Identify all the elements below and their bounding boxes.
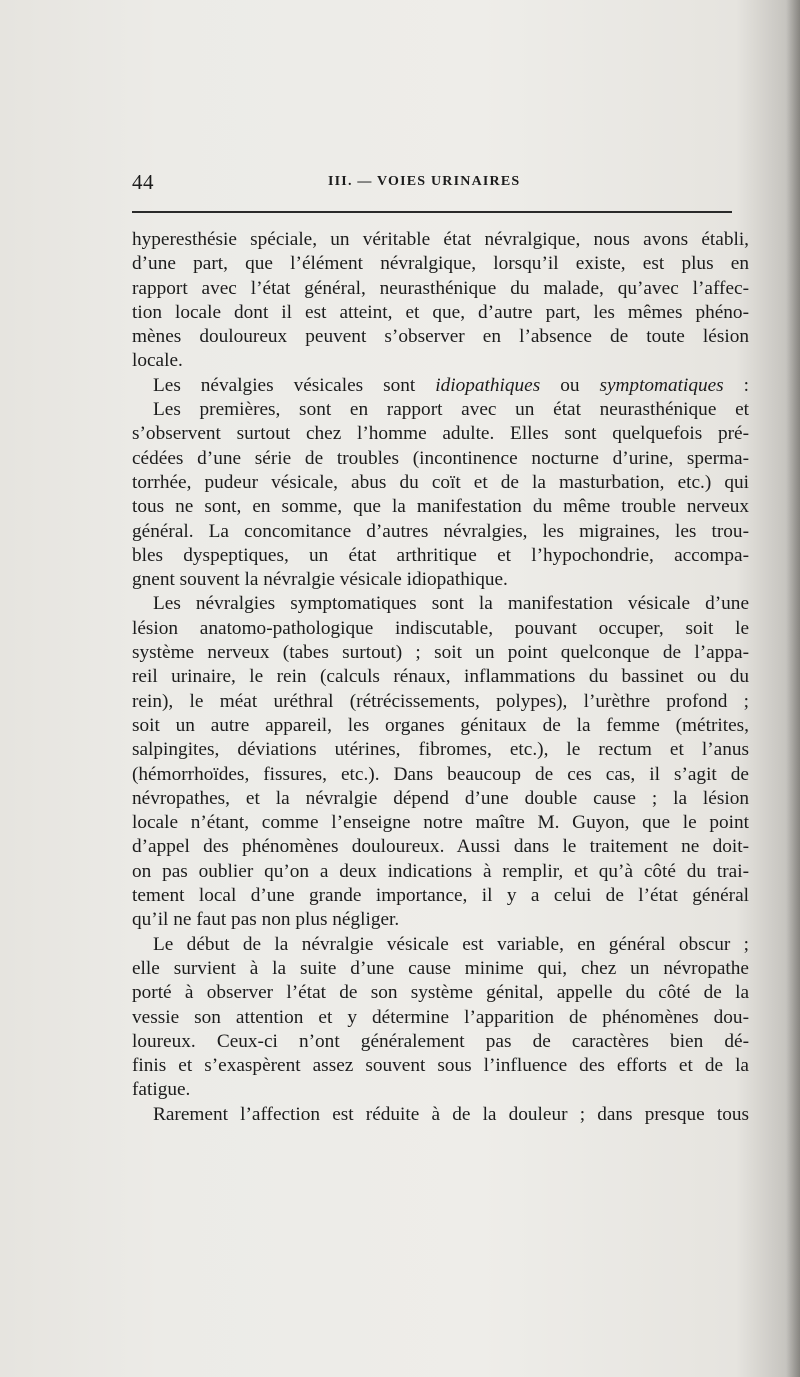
header-rule	[132, 211, 732, 213]
text-line: salpingites, déviations utérines, fibromes, etc.), le rectum et l’anus	[132, 739, 749, 761]
text-line: d’appel des phénomènes douloureux. Aussi dans le traitement ne doit-	[132, 836, 749, 858]
text-line: gnent souvent la névralgie vésicale idiopathique.	[132, 569, 508, 591]
text-line: porté à observer l’état de son système génital, appelle du côté de la	[132, 982, 749, 1004]
text-line: général. La concomitance d’autres névralgies, les migraines, les trou-	[132, 520, 749, 542]
text-line: locale.	[132, 350, 183, 372]
text-line: soit un autre appareil, les organes génitaux de la femme (métrites,	[132, 714, 749, 736]
page-number: 44	[132, 170, 154, 194]
text-line: Le début de la névralgie vésicale est variable, en général obscur ;	[153, 933, 749, 955]
text-line: elle survient à la suite d’une cause minime qui, chez un névropathe	[132, 957, 749, 979]
text-line: système nerveux (tabes surtout) ; soit un point quelconque de l’appa-	[132, 642, 749, 664]
text-line: tion locale dont il est atteint, et que, d’autre part, les mêmes phéno-	[132, 301, 749, 323]
text-line: loureux. Ceux-ci n’ont généralement pas de caractères bien dé-	[132, 1030, 749, 1052]
term-symptomatiques: symptomatiques	[599, 374, 724, 396]
text-line: (hémorrhoïdes, fissures, etc.). Dans beaucoup de ces cas, il s’agit de	[132, 763, 749, 785]
text-line: vessie son attention et y détermine l’apparition de phénomènes dou-	[132, 1006, 749, 1028]
text-line: rein), le méat uréthral (rétrécissements, polypes), l’urèthre profond ;	[132, 690, 749, 712]
text-line-classification	[132, 374, 749, 398]
text-line: Les névralgies symptomatiques sont la manifestation vésicale d’une	[153, 593, 749, 615]
running-title: III. — VOIES URINAIRES	[328, 174, 521, 189]
text-line: torrhée, pudeur vésicale, abus du coït et de la masturbation, etc.) qui	[132, 471, 749, 493]
text-line: mènes douloureux peuvent s’observer en l’absence de toute lésion	[132, 326, 749, 348]
text-line: tement local d’une grande importance, il y a celui de l’état général	[132, 885, 749, 907]
classification-conjunction: ou	[560, 374, 580, 396]
text-line: Rarement l’affection est réduite à de la douleur ; dans presque tous	[153, 1103, 749, 1125]
text-line: reil urinaire, le rein (calculs rénaux, inflammations du bassinet ou du	[132, 666, 749, 688]
text-line: qu’il ne faut pas non plus négliger.	[132, 909, 400, 931]
term-idiopathiques: idiopathiques	[435, 374, 541, 396]
body-text	[132, 228, 749, 1127]
page-edge-shadow	[786, 0, 800, 1377]
text-line: fatigue.	[132, 1079, 191, 1101]
text-line: lésion anatomo-pathologique indiscutable, pouvant occuper, soit le	[132, 617, 749, 639]
text-line: s’observent surtout chez l’homme adulte. Elles sont quelquefois pré-	[132, 423, 749, 445]
text-line: tous ne sont, en somme, que la manifestation du même trouble nerveux	[132, 496, 749, 518]
text-line: cédées d’une série de troubles (incontinence nocturne d’urine, sperma-	[132, 447, 749, 469]
text-line: névropathes, et la névralgie dépend d’une double cause ; la lésion	[132, 787, 749, 809]
text-line: bles dyspeptiques, un état arthritique et l’hypochondrie, accompa-	[132, 544, 749, 566]
classification-text: Les névalgies vésicales sont	[153, 374, 416, 396]
classification-colon: :	[743, 374, 750, 396]
text-line: Les premières, sont en rapport avec un état neurasthénique et	[153, 399, 749, 421]
text-line: locale n’étant, comme l’enseigne notre maître M. Guyon, que le point	[132, 812, 749, 834]
text-line: rapport avec l’état général, neurasthénique du malade, qu’avec l’affec-	[132, 277, 749, 299]
text-line: hyperesthésie spéciale, un véritable état névralgique, nous avons établi,	[132, 229, 749, 250]
text-line: d’une part, que l’élément névralgique, lorsqu’il existe, est plus en	[132, 253, 749, 275]
text-line: on pas oublier qu’on a deux indications à remplir, et qu’à côté du trai-	[132, 860, 749, 882]
text-line: finis et s’exaspèrent assez souvent sous l’influence des efforts et de la	[132, 1055, 749, 1077]
